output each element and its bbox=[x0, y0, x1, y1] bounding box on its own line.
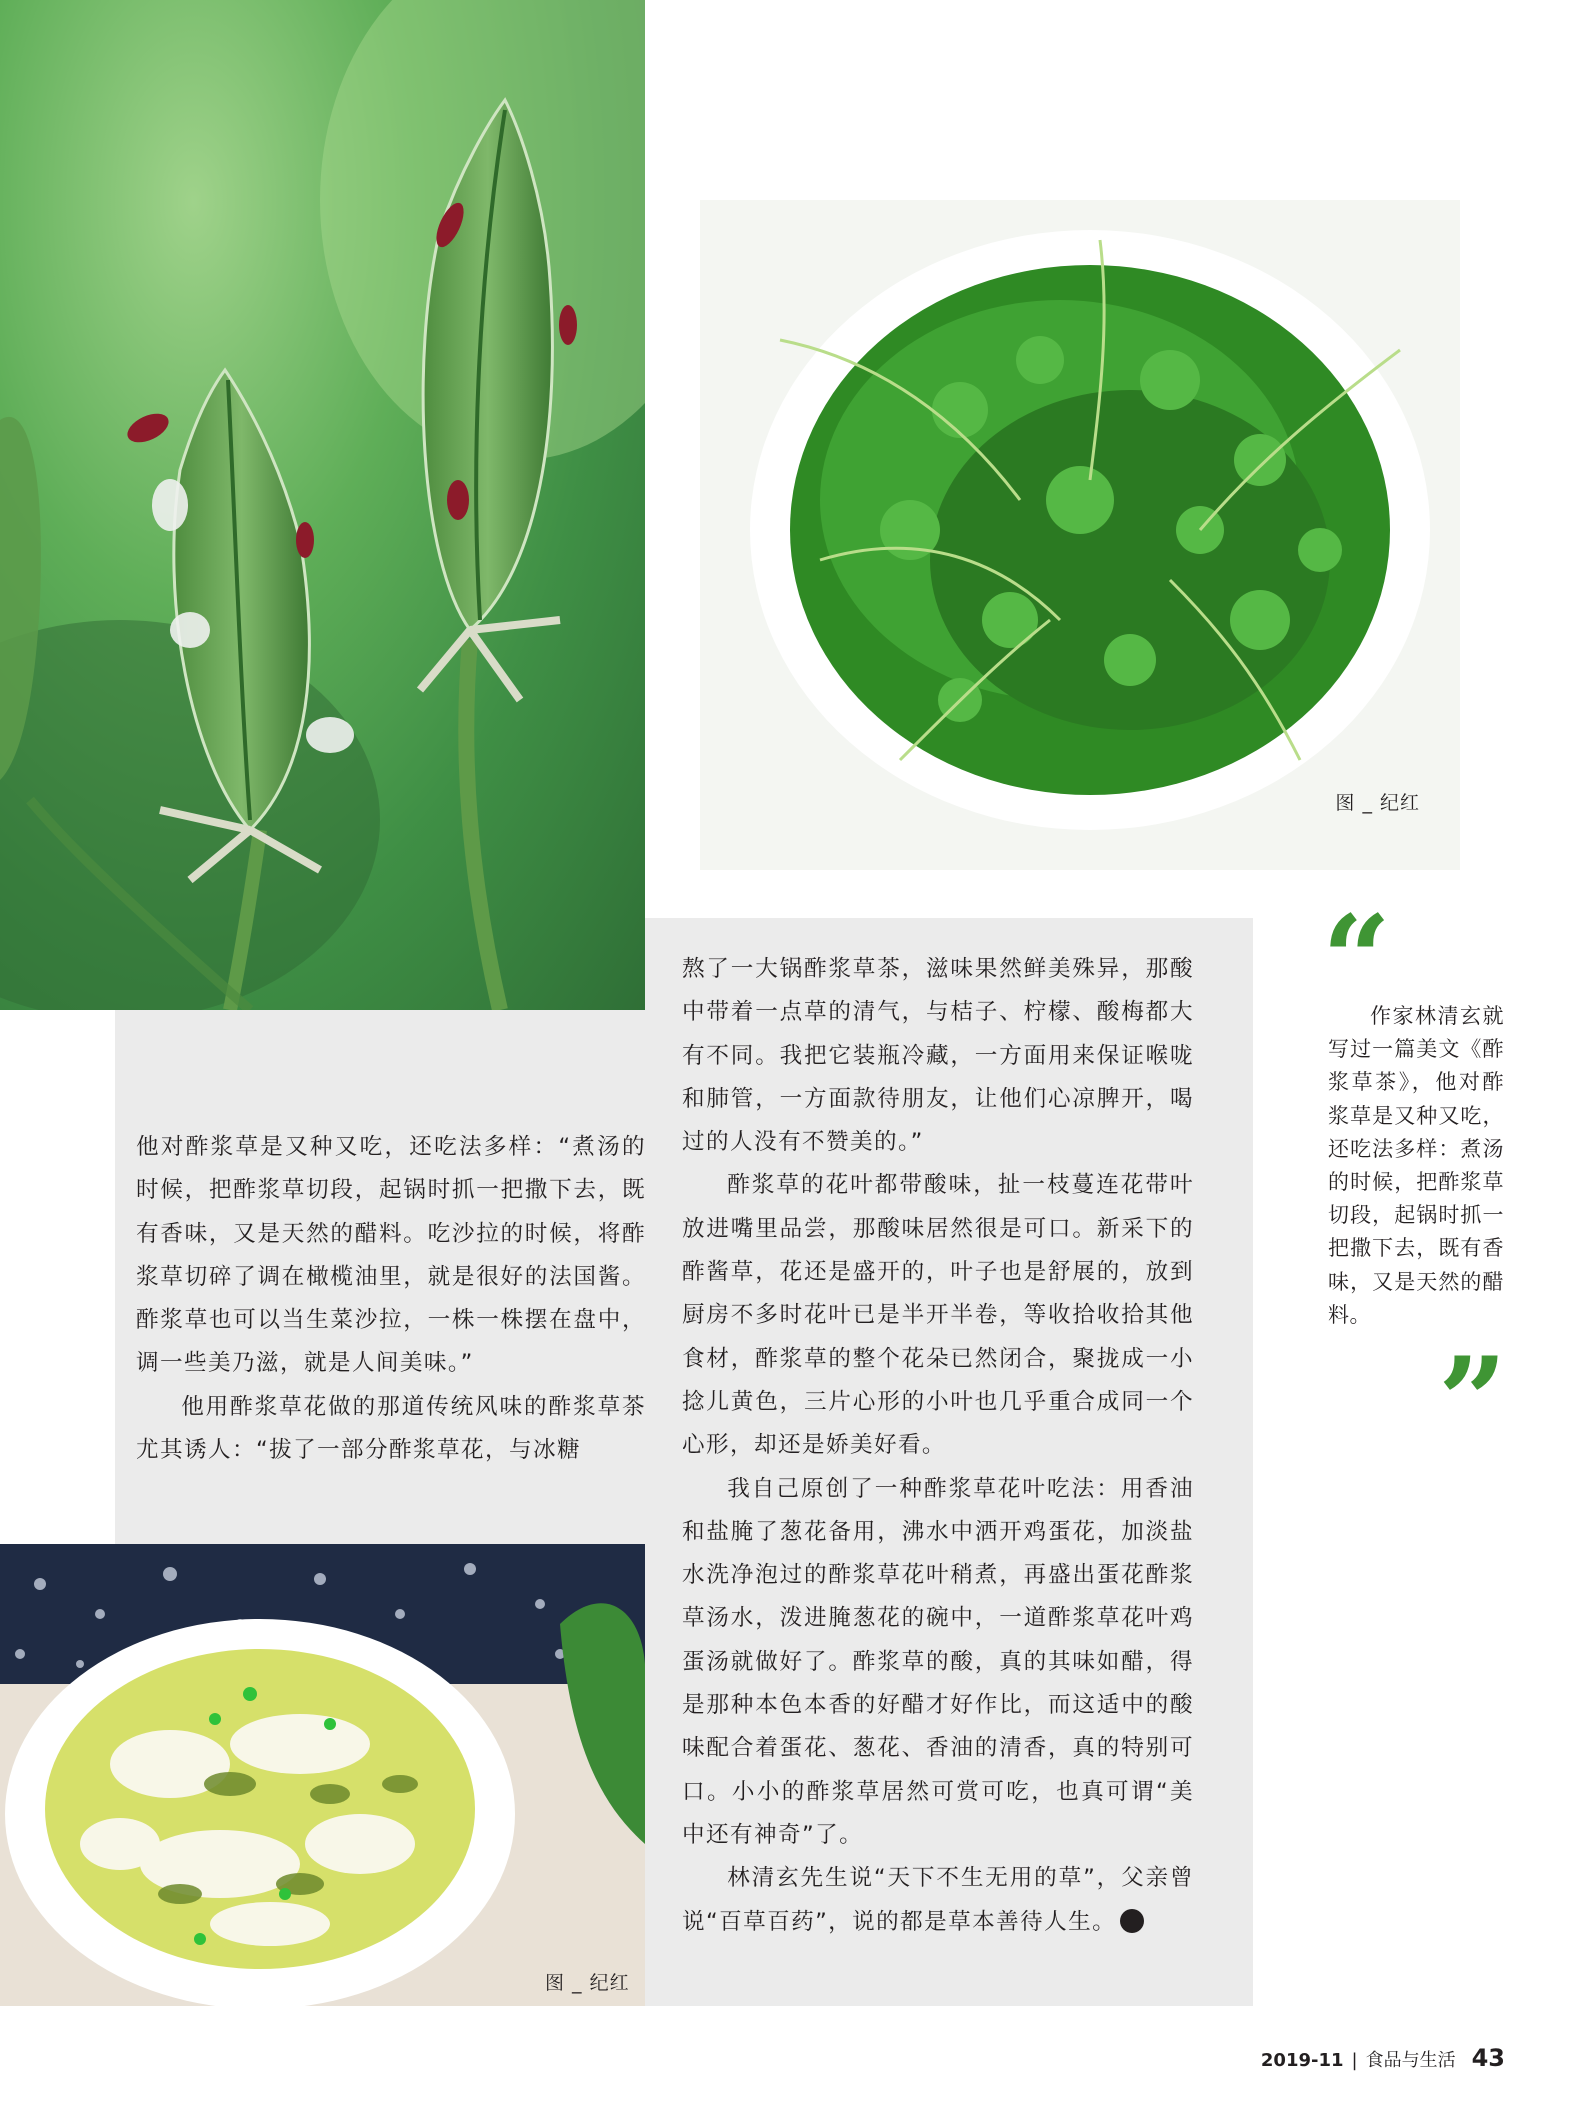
magazine-name: 食品与生活 bbox=[1365, 2050, 1456, 2071]
egg-soup-illustration bbox=[0, 1544, 645, 2006]
greens-photo-credit: 图 _ 纪红 bbox=[1335, 792, 1420, 814]
greens-bowl-illustration bbox=[700, 200, 1460, 870]
article-column-right bbox=[682, 948, 1194, 1944]
article-column-left bbox=[136, 1126, 646, 1472]
page-number: 43 bbox=[1471, 2044, 1505, 2072]
open-quote-mark-icon: “ bbox=[1322, 889, 1392, 1030]
article-final-text: 林清玄先生说“天下不生无用的草”，父亲曾说“百草百药”，说的都是草本善待人生。 bbox=[682, 1865, 1194, 1935]
issue-date: 2019-11 bbox=[1260, 2050, 1344, 2071]
photo-oxalis-seed-pods bbox=[0, 0, 645, 1010]
article-paragraph: 他用酢浆草花做的那道传统风味的酢浆草茶尤其诱人：“拔了一部分酢浆草花，与冰糖 bbox=[136, 1393, 646, 1464]
photo-oxalis-greens-bowl bbox=[700, 200, 1460, 870]
soup-photo-credit: 图 _ 纪红 bbox=[545, 1972, 630, 1994]
photo-oxalis-egg-soup bbox=[0, 1544, 645, 2006]
page-footer bbox=[1261, 2044, 1505, 2072]
footer-separator: | bbox=[1351, 2050, 1358, 2071]
article-paragraph: 我自己原创了一种酢浆草花叶吃法：用香油和盐腌了葱花备用，沸水中洒开鸡蛋花，加淡盐水洗净泡过的酢浆草花叶稍煮，再盛出蛋花酢浆草汤水，泼进腌葱花的碗中，一道酢浆草花叶鸡蛋汤就做好了。酢浆草的酸，真的其味如醋，得是那种本色本香的好醋才好作比，而这适中的酸味配合着蛋花、葱花、香油的清香，真的特别可口。小小的酢浆草居然可赏可吃，也真可谓“美中还有神奇”了。 bbox=[682, 1475, 1194, 1848]
article-paragraph: 熬了一大锅酢浆草茶，滋味果然鲜美殊异，那酸中带着一点草的清气，与桔子、柠檬、酸梅都大有不同。我把它装瓶冷藏，一方面用来保证喉咙和肺管，一方面款待朋友，让他们心凉脾开，喝过的人没有不赞美的。” bbox=[682, 956, 1194, 1156]
article-paragraph: 酢浆草的花叶都带酸味，扯一枝蔓连花带叶放进嘴里品尝，那酸味居然很是可口。新采下的酢酱草，花还是盛开的，叶子也是舒展的，放到厨房不多时花叶已是半开半卷，等收拾收拾其他食材，酢浆草的整个花朵已然闭合，聚拢成一小捻儿黄色，三片心形的小叶也几乎重合成同一个心形，却还是娇美好看。 bbox=[682, 1172, 1194, 1459]
end-of-article-icon bbox=[1120, 1909, 1144, 1933]
article-paragraph: 他对酢浆草是又种又吃，还吃法多样：“煮汤的时候，把酢浆草切段，起锅时抓一把撒下去，既有香味，又是天然的醋料。吃沙拉的时候，将酢浆草切碎了调在橄榄油里，就是很好的法国酱。酢浆草也可以当生菜沙拉，一株一株摆在盘中，调一些美乃滋，就是人间美味。” bbox=[136, 1134, 646, 1377]
seed-pods-illustration bbox=[0, 0, 645, 1010]
article-paragraph-final bbox=[682, 1857, 1194, 1944]
close-quote-mark-icon: ” bbox=[1438, 1331, 1508, 1472]
pull-quote-text: 作家林清玄就写过一篇美文《酢浆草茶》，他对酢浆草是又种又吃，还吃法多样：煮汤的时候，把酢浆草切段，起锅时抓一把撒下去，既有香味，又是天然的醋料。 bbox=[1328, 1004, 1504, 1327]
